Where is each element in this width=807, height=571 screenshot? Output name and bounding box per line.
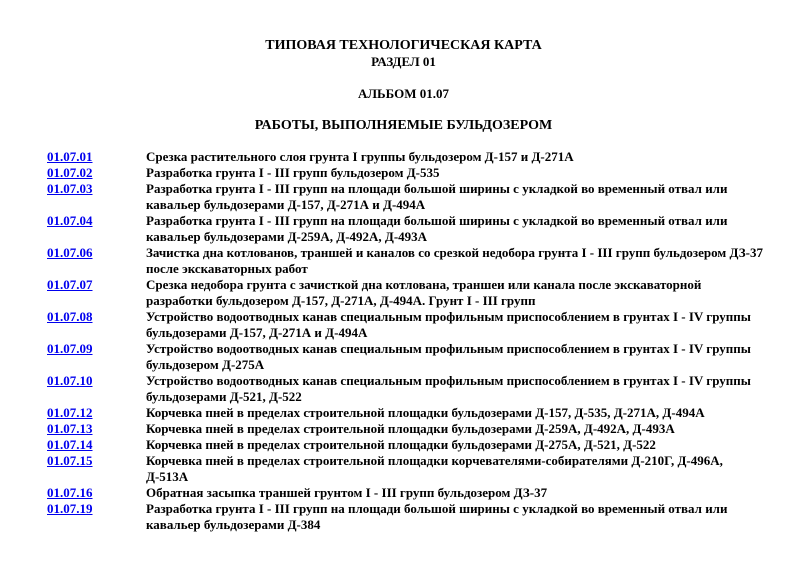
section-heading: РАЗДЕЛ 01: [371, 54, 436, 69]
toc-description: Срезка недобора грунта с зачисткой дна котлована, траншеи или канала после экскаваторной разработки бульдозером Д-157, Д-271А, Д-494А. Грунт I - III групп: [146, 277, 702, 308]
toc-row: [47, 485, 767, 501]
toc-link[interactable]: 01.07.15: [47, 453, 93, 468]
toc-description: Устройство водоотводных канав специальным профильным приспособлением в грунтах I - IV группы бульдозерами Д-521, Д-522: [146, 373, 751, 404]
toc-link[interactable]: 01.07.07: [47, 277, 93, 292]
toc-link[interactable]: 01.07.06: [47, 245, 93, 260]
toc-row: [47, 181, 767, 213]
toc-row: [47, 453, 767, 485]
toc-description: Срезка растительного слоя грунта I группы бульдозером Д-157 и Д-271А: [146, 149, 574, 164]
toc-row: [47, 405, 767, 421]
toc-description: Разработка грунта I - III групп на площади большой ширины с укладкой во временный отвал или кавальер бульдозерами Д-259А, Д-492А, Д-493А: [146, 213, 728, 244]
toc-link[interactable]: 01.07.04: [47, 213, 93, 228]
toc-description: Корчевка пней в пределах строительной площадки бульдозерами Д-275А, Д-521, Д-522: [146, 437, 656, 452]
toc-row: [47, 501, 767, 533]
toc-row: [47, 341, 767, 373]
toc-link[interactable]: 01.07.08: [47, 309, 93, 324]
toc-description: Корчевка пней в пределах строительной площадки бульдозерами Д-157, Д-535, Д-271А, Д-494А: [146, 405, 705, 420]
toc-link[interactable]: 01.07.12: [47, 405, 93, 420]
toc-row: [47, 213, 767, 245]
toc-link[interactable]: 01.07.16: [47, 485, 93, 500]
toc-row: [47, 421, 767, 437]
toc-link[interactable]: 01.07.09: [47, 341, 93, 356]
toc-link[interactable]: 01.07.01: [47, 149, 93, 164]
toc-list: [47, 149, 767, 533]
toc-description: Устройство водоотводных канав специальным профильным приспособлением в грунтах I - IV группы бульдозером Д-275А: [146, 341, 751, 372]
toc-description: Разработка грунта I - III групп бульдозером Д-535: [146, 165, 440, 180]
toc-description: Устройство водоотводных канав специальным профильным приспособлением в грунтах I - IV группы бульдозерами Д-157, Д-271А и Д-494А: [146, 309, 751, 340]
toc-row: [47, 277, 767, 309]
toc-link[interactable]: 01.07.10: [47, 373, 93, 388]
toc-row: [47, 309, 767, 341]
toc-description: Зачистка дна котлованов, траншей и каналов со срезкой недобора грунта I - III групп бульдозером ДЗ-37 после экскаваторных работ: [146, 245, 763, 276]
document-title: ТИПОВАЯ ТЕХНОЛОГИЧЕСКАЯ КАРТА: [265, 38, 542, 53]
toc-link[interactable]: 01.07.14: [47, 437, 93, 452]
toc-row: [47, 165, 767, 181]
toc-description: Корчевка пней в пределах строительной площадки бульдозерами Д-259А, Д-492А, Д-493А: [146, 421, 675, 436]
toc-row: [47, 373, 767, 405]
toc-link[interactable]: 01.07.02: [47, 165, 93, 180]
toc-row: [47, 245, 767, 277]
toc-link[interactable]: 01.07.13: [47, 421, 93, 436]
toc-description: Корчевка пней в пределах строительной площадки корчевателями-собирателями Д-210Г, Д-496А, Д-513А: [146, 453, 723, 484]
album-heading: АЛЬБОМ 01.07: [357, 86, 450, 101]
toc-description: Разработка грунта I - III групп на площади большой ширины с укладкой во временный отвал или кавальер бульдозерами Д-384: [146, 501, 728, 532]
toc-row: [47, 437, 767, 453]
toc-description: Обратная засыпка траншей грунтом I - III групп бульдозером ДЗ-37: [146, 485, 548, 500]
toc-row: [47, 149, 767, 165]
works-heading: РАБОТЫ, ВЫПОЛНЯЕМЫЕ БУЛЬДОЗЕРОМ: [254, 118, 553, 133]
toc-link[interactable]: 01.07.03: [47, 181, 93, 196]
toc-description: Разработка грунта I - III групп на площади большой ширины с укладкой во временный отвал или кавальер бульдозерами Д-157, Д-271А и Д-494А: [146, 181, 728, 212]
toc-link[interactable]: 01.07.19: [47, 501, 93, 516]
